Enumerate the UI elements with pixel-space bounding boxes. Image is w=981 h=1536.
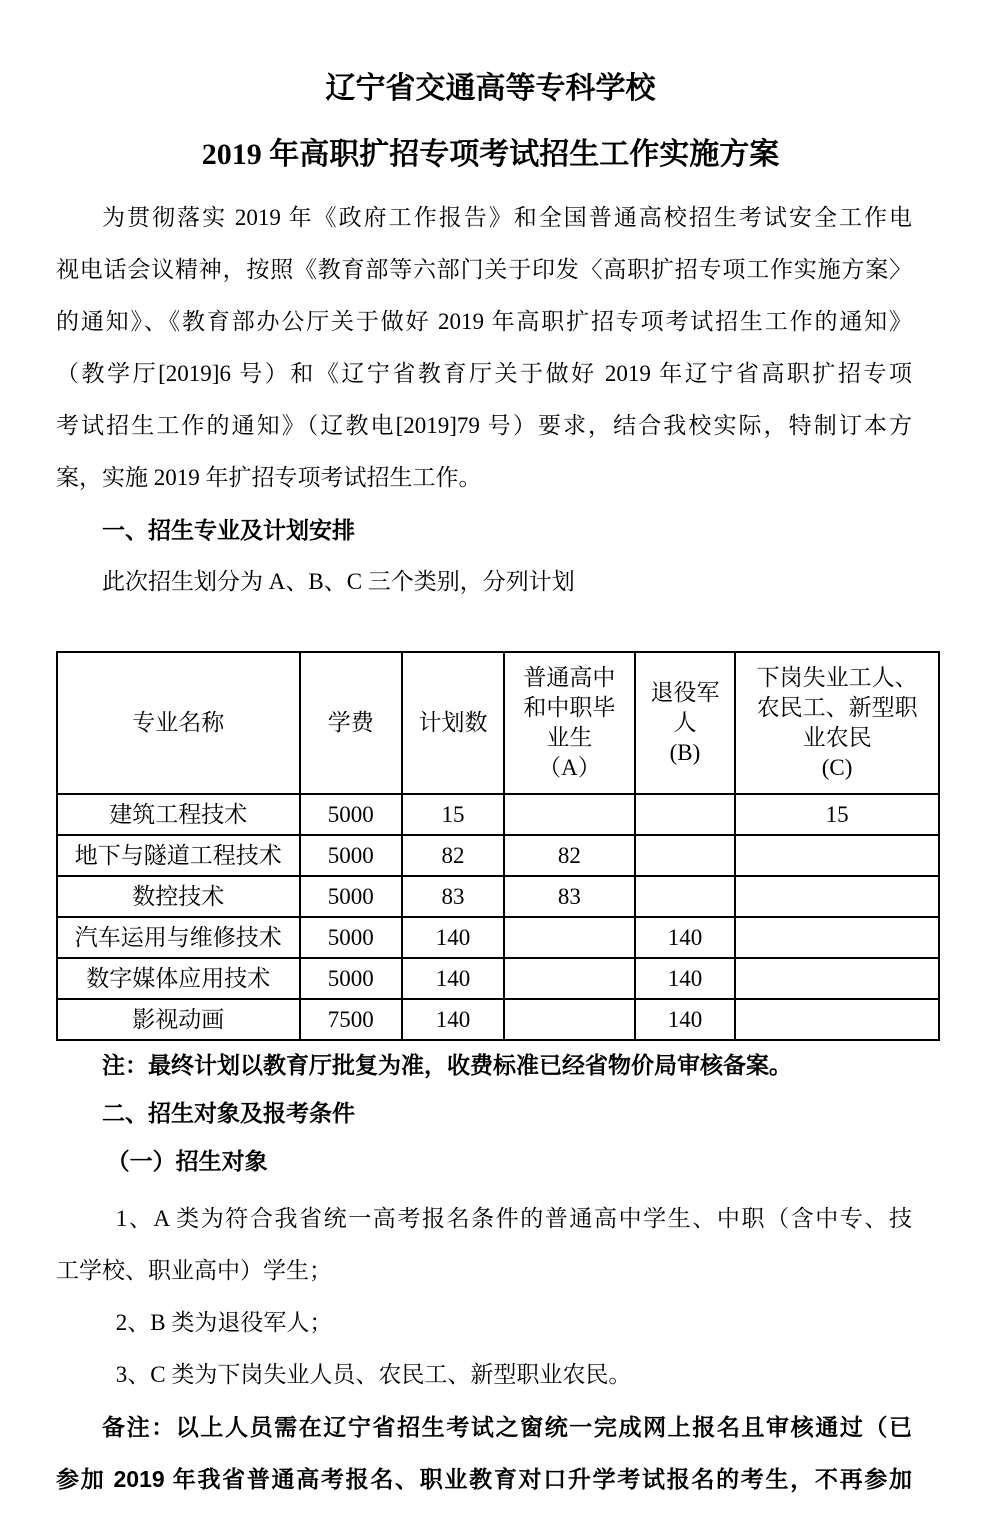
target-item-1-line: 1、A 类为符合我省统一高考报名条件的普通高中学生、中职（含中专、技 (115, 1206, 912, 1231)
plan-table-cell: 5000 (300, 958, 402, 999)
intro-paragraph-line: 为贯彻落实 2019 年《政府工作报告》和全国普通高校招生考试安全工作电 (102, 205, 912, 230)
plan-table-cell: 5000 (300, 835, 402, 876)
plan-table-header-cell: 专业名称 (57, 652, 300, 794)
intro-paragraph-line: 考试招生工作的通知》（辽教电[2019]79 号）要求，结合我校实际，特制订本方 (56, 413, 912, 438)
plan-table-row (57, 794, 939, 835)
intro-paragraph-line: 的通知》、《教育部办公厅关于做好 2019 年高职扩招专项考试招生工作的通知》 (56, 309, 912, 334)
plan-table-cell (504, 917, 635, 958)
plan-table-cell: 建筑工程技术 (57, 794, 300, 835)
plan-table-cell: 82 (402, 835, 504, 876)
section1-heading: 一、招生专业及计划安排 (102, 517, 355, 543)
plan-table-cell (504, 958, 635, 999)
plan-table-cell: 5000 (300, 794, 402, 835)
section1-intro: 此次招生划分为 A、B、C 三个类别，分列计划 (102, 569, 575, 594)
plan-table-cell: 数控技术 (57, 876, 300, 917)
plan-table-cell (735, 958, 939, 999)
remark-paragraph-line: 备注：以上人员需在辽宁省招生考试之窗统一完成网上报名且审核通过（已 (102, 1414, 912, 1440)
plan-table-cell: 汽车运用与维修技术 (57, 917, 300, 958)
plan-table-cell: 15 (402, 794, 504, 835)
plan-table-header-cell: 计划数 (402, 652, 504, 794)
plan-table-header-cell: 下岗失业工人、 农民工、新型职 业农民 (C) (735, 652, 939, 794)
plan-table-cell: 82 (504, 835, 635, 876)
plan-table-header-row (57, 652, 939, 794)
plan-table-cell (504, 794, 635, 835)
target-item-3-line: 3、C 类为下岗失业人员、农民工、新型职业农民。 (115, 1362, 632, 1387)
plan-table-cell (735, 876, 939, 917)
plan-table-cell (635, 876, 736, 917)
plan-table-cell (635, 794, 736, 835)
document-title: 2019 年高职扩招专项考试招生工作实施方案 (201, 138, 780, 171)
target-item-2-line: 2、B 类为退役军人； (115, 1310, 333, 1335)
plan-note: 注：最终计划以教育厅批复为准，收费标准已经省物价局审核备案。 (102, 1052, 792, 1078)
intro-paragraph (56, 192, 912, 504)
plan-table-cell: 15 (735, 794, 939, 835)
remark-paragraph (56, 1401, 912, 1505)
school-title: 辽宁省交通高等专科学校 (325, 72, 656, 105)
plan-table-cell: 140 (635, 999, 736, 1040)
plan-table-row (57, 958, 939, 999)
plan-table (56, 651, 940, 1041)
plan-table-cell: 140 (402, 958, 504, 999)
section2-heading: 二、招生对象及报考条件 (102, 1100, 355, 1126)
target-item-3 (56, 1349, 912, 1401)
plan-table-header-cell: 退役军 人 (B) (635, 652, 736, 794)
target-item-2 (56, 1297, 912, 1349)
plan-table-row (57, 876, 939, 917)
target-item-1 (56, 1193, 912, 1297)
plan-table-cell: 5000 (300, 876, 402, 917)
plan-table-cell: 数字媒体应用技术 (57, 958, 300, 999)
plan-table-header-cell: 普通高中 和中职毕 业生 （A） (504, 652, 635, 794)
plan-table-cell: 影视动画 (57, 999, 300, 1040)
plan-table-cell: 83 (402, 876, 504, 917)
plan-table-row (57, 999, 939, 1040)
intro-paragraph-line: 案，实施 2019 年扩招专项考试招生工作。 (56, 465, 482, 490)
plan-table-cell (735, 999, 939, 1040)
plan-table-cell (504, 999, 635, 1040)
plan-table-cell: 地下与隧道工程技术 (57, 835, 300, 876)
plan-table-cell: 140 (635, 958, 736, 999)
plan-table-row (57, 835, 939, 876)
remark-paragraph-line: 参加 2019 年我省普通高考报名、职业教育对口升学考试报名的考生，不再参加 (56, 1466, 912, 1492)
plan-table-cell (635, 835, 736, 876)
plan-table-cell: 140 (402, 917, 504, 958)
plan-table-row (57, 917, 939, 958)
plan-table-cell (735, 835, 939, 876)
plan-table-cell: 140 (635, 917, 736, 958)
plan-table-header-cell: 学费 (300, 652, 402, 794)
plan-table-cell: 140 (402, 999, 504, 1040)
intro-paragraph-line: （教学厅[2019]6 号）和《辽宁省教育厅关于做好 2019 年辽宁省高职扩招专项 (56, 361, 912, 386)
section2-sub-heading: （一）招生对象 (106, 1148, 268, 1174)
plan-table-cell (735, 917, 939, 958)
plan-table-cell: 5000 (300, 917, 402, 958)
plan-table-cell: 7500 (300, 999, 402, 1040)
target-item-1-line: 工学校、职业高中）学生； (56, 1258, 332, 1283)
plan-table-cell: 83 (504, 876, 635, 917)
intro-paragraph-line: 视电话会议精神，按照《教育部等六部门关于印发〈高职扩招专项工作实施方案〉 (56, 257, 912, 282)
